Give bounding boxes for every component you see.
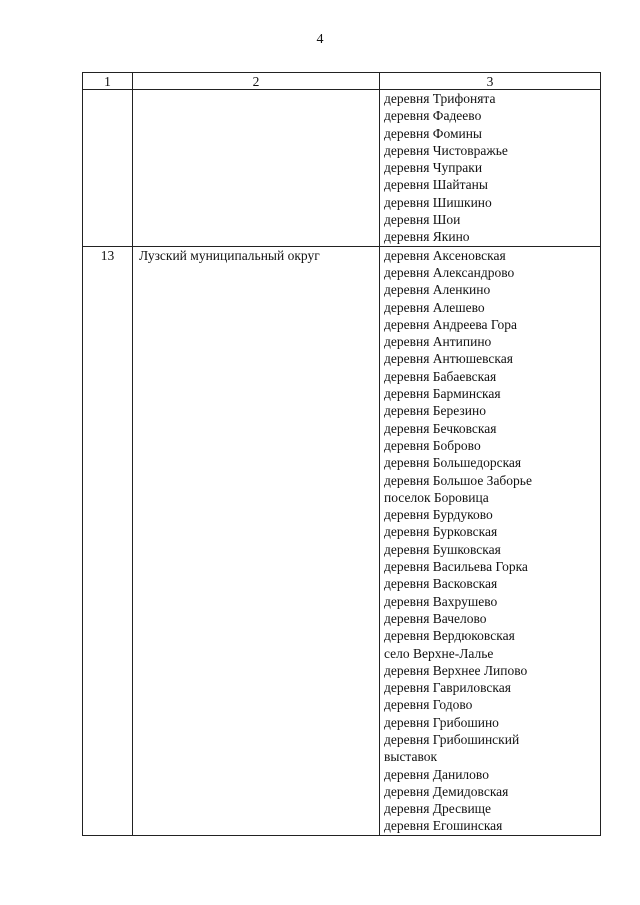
settlement-item: деревня Васковская [384,576,498,592]
settlement-item: деревня Вахрушево [384,593,498,609]
settlement-item: деревня Грибошинский [384,731,520,747]
settlement-item: деревня Гавриловская [384,680,511,696]
settlement-item: деревня Данилово [384,766,489,782]
settlement-item: деревня Вачелово [384,610,487,626]
settlement-item: деревня Бурковская [384,524,498,540]
settlement-item: деревня Дресвище [384,801,492,817]
settlement-item: деревня Антипино [384,334,492,350]
settlement-item: деревня Березино [384,403,486,419]
settlement-item: деревня Боброво [384,437,481,453]
settlements-table [82,72,601,836]
district-name [133,90,380,247]
settlement-item: деревня Фадеево [384,108,482,124]
settlement-item: деревня Демидовская [384,783,509,799]
settlement-item: деревня Якино [384,229,470,245]
settlement-item: поселок Боровица [384,489,489,505]
header-col-3: 3 [380,73,601,90]
settlement-item: деревня Алешево [384,299,485,315]
settlement-item: деревня Бушковская [384,541,501,557]
settlement-item: деревня Большедорская [384,455,522,471]
settlement-item: деревня Аленкино [384,282,491,298]
table-row [83,246,601,835]
settlement-item: деревня Барминская [384,386,501,402]
settlement-item: деревня Верхнее Липово [384,662,528,678]
page-number: 4 [316,32,324,47]
header-col-1: 1 [83,73,133,90]
settlement-item: деревня Бабаевская [384,368,497,384]
row-number: 13 [83,246,133,835]
settlement-item: деревня Годово [384,697,473,713]
settlement-item: деревня Бурдуково [384,507,493,523]
settlement-item: деревня Андреева Гора [384,316,518,332]
settlement-item: деревня Шои [384,212,461,228]
settlement-item: деревня Александрово [384,264,515,280]
settlement-item: деревня Бечковская [384,420,497,436]
settlement-item: выставок [384,749,438,765]
row-number [83,90,133,247]
district-name: Лузский муниципальный округ [133,246,380,835]
settlement-item: деревня Васильева Горка [384,559,528,575]
settlement-item: деревня Шишкино [384,194,492,210]
settlement-item: деревня Вердюковская [384,628,515,644]
settlement-list [380,246,601,835]
settlement-item: деревня Шайтаны [384,177,488,193]
header-row [83,73,601,90]
header-col-2: 2 [133,73,380,90]
settlement-item: деревня Фомины [384,125,483,141]
table-row [83,90,601,247]
settlement-item: деревня Чистовражье [384,142,508,158]
settlement-item: деревня Трифонята [384,91,496,106]
settlement-list [380,90,601,247]
settlement-item: деревня Большое Заборье [384,472,532,488]
settlement-item: деревня Грибошино [384,714,499,730]
settlement-item: деревня Егошинская [384,818,503,834]
settlement-item: деревня Чупраки [384,160,483,176]
settlement-item: село Верхне-Лалье [384,645,494,661]
settlement-item: деревня Аксеновская [384,247,506,263]
settlement-item: деревня Антюшевская [384,351,513,367]
